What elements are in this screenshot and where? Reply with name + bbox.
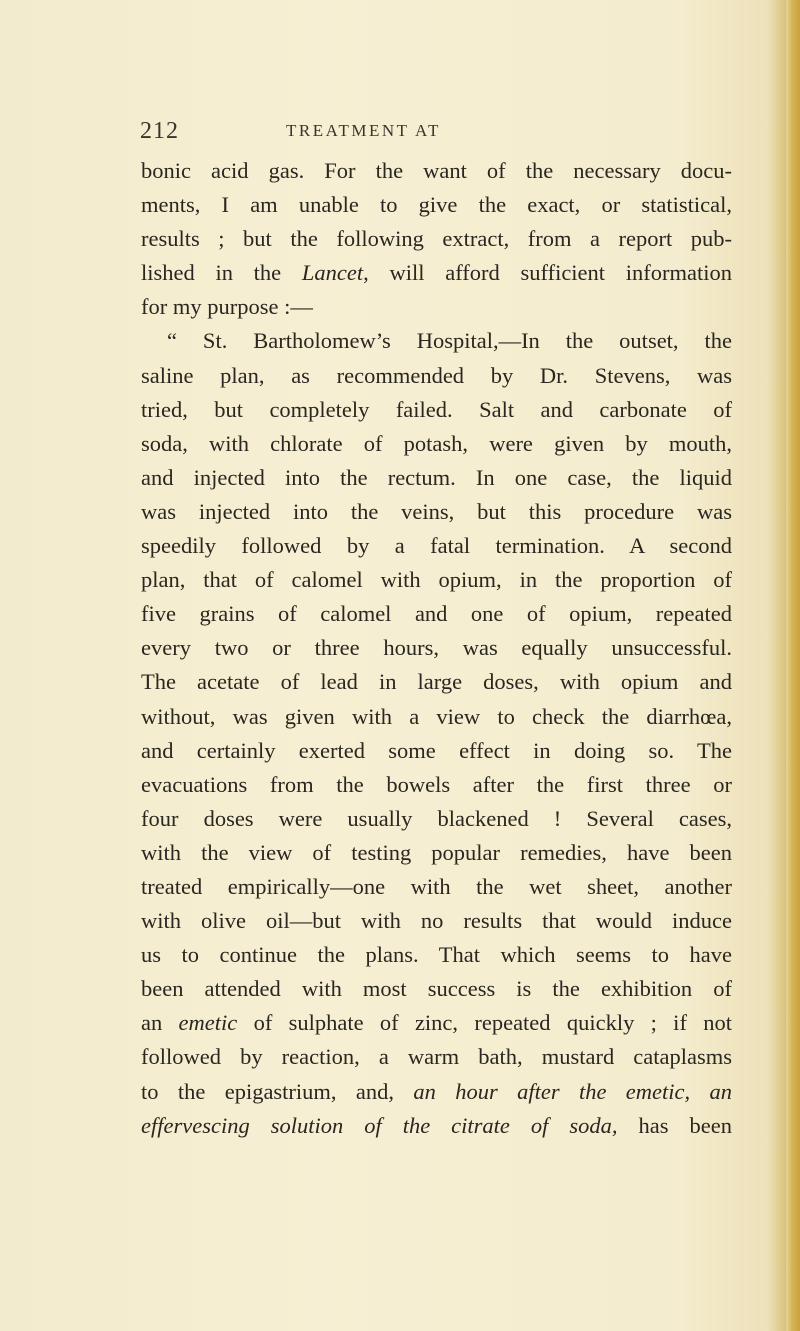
text-line: tried, but completely failed. Salt and carbonate of xyxy=(141,396,732,422)
text-line: without, was given with a view to check the diarrhœa, xyxy=(141,703,732,729)
text-line: an emetic of sulphate of zinc, repeated quickly ; if not xyxy=(141,1010,732,1036)
text-line: for my purpose :— xyxy=(141,294,313,320)
text-line: results ; but the following extract, from a report pub- xyxy=(141,226,732,252)
page-edge xyxy=(786,0,800,1331)
text-line: bonic acid gas. For the want of the necessary docu- xyxy=(141,158,732,183)
text-line: to the epigastrium, and, an hour after the emetic, an xyxy=(141,1078,733,1104)
body-text xyxy=(141,154,732,1143)
text-line: speedily followed by a fatal termination. A second xyxy=(141,533,732,559)
page-number: 212 xyxy=(140,118,179,144)
text-line: followed by reaction, a warm bath, mustard cataplasms xyxy=(141,1044,732,1070)
text-line: with olive oil—but with no results that would induce xyxy=(141,908,732,934)
italic-emetic: emetic xyxy=(178,1010,238,1036)
text-line: “ St. Bartholomew’s Hospital,—In the outset, the xyxy=(167,328,732,354)
text-line: been attended with most success is the exhibition of xyxy=(141,976,732,1002)
text-line: plan, that of calomel with opium, in the proportion of xyxy=(141,567,732,593)
text-line: The acetate of lead in large doses, with opium and xyxy=(141,669,732,695)
text-line: every two or three hours, was equally unsuccessful. xyxy=(141,635,732,661)
text-line: soda, with chlorate of potash, were given by mouth, xyxy=(141,430,732,456)
text-line: four doses were usually blackened ! Several cases, xyxy=(141,805,732,831)
text-line: evacuations from the bowels after the first three or xyxy=(141,771,732,797)
text-line: treated empirically—one with the wet sheet, another xyxy=(141,873,732,899)
italic-phrase: effervescing solution of the citrate of soda, xyxy=(141,1112,618,1138)
text-line: saline plan, as recommended by Dr. Stevens, was xyxy=(141,362,732,388)
text-line: was injected into the veins, but this procedure was xyxy=(141,498,732,524)
text-line: and certainly exerted some effect in doing so. The xyxy=(141,737,732,763)
text-line: us to continue the plans. That which seems to have xyxy=(141,942,732,968)
text-line: effervescing solution of the citrate of soda, has been xyxy=(141,1112,732,1138)
text-line: five grains of calomel and one of opium, repeated xyxy=(141,601,732,627)
page-header xyxy=(140,118,740,148)
text-line: ments, I am unable to give the exact, or statistical, xyxy=(141,192,732,218)
text-line: with the view of testing popular remedies, have been xyxy=(141,839,732,865)
italic-phrase: an hour after the emetic, an xyxy=(413,1078,733,1104)
text-line: lished in the Lancet, will afford sufficient information xyxy=(141,260,732,286)
text-line: and injected into the rectum. In one case, the liquid xyxy=(141,464,732,490)
italic-journal-title: Lancet xyxy=(301,260,364,286)
running-head: TREATMENT AT xyxy=(286,121,441,140)
